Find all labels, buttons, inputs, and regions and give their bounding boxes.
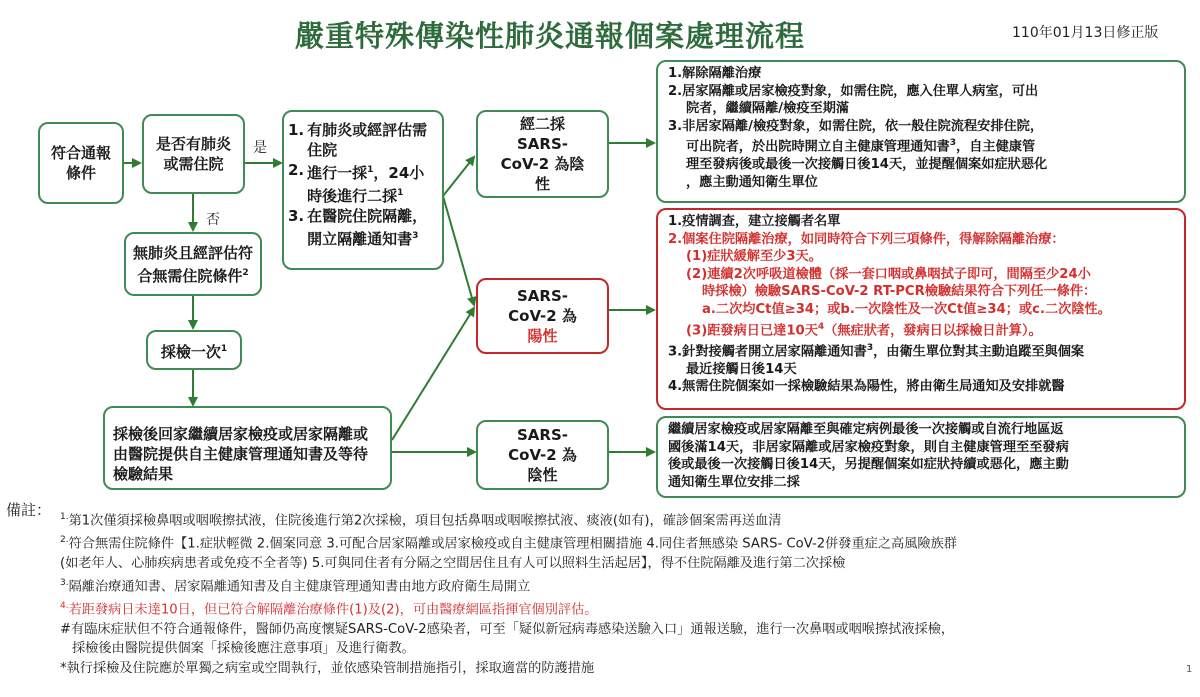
no-pneumonia-box: 無肺炎且經評估符合無需住院條件$^2$ bbox=[124, 232, 262, 296]
revision-date: 110年01月13日修正版 bbox=[1012, 25, 1159, 41]
outcome-negative-two-box: 1.解除隔離治療 2.居家隔離或居家檢疫對象，如需住院，應入住單人病室，可出 院者，繼續隔離/檢疫至期滿 3.非居家隔離/檢疫對象，如需住院，依一般住院流程安排住院， 可出院者，於出院時開立自主健康管理通知書$^3$，自主健康管 理至發病後或最後一次接觸日後14天，並提醒個案如症狀惡化 ，應主動通知衛生單位 bbox=[656, 60, 1186, 203]
page-number: 1 bbox=[1186, 664, 1193, 675]
home-quarantine-box: 採檢後回家繼續居家檢疫或居家隔離或由醫院提供自主健康管理通知書及等待檢驗結果 bbox=[103, 406, 392, 490]
note-4: $^{4.}$若距發病日未達10日，但已符合解隔離治療條件(1)及(2)，可由醫療網區指揮官個別評估。 bbox=[60, 600, 598, 617]
note-6: *執行採檢及住院應於單獨之病室或空間執行，並依感染管制措施指引，採取適當的防護措施 bbox=[60, 660, 595, 676]
note-5: #有臨床症狀但不符合通報條件，醫師仍高度懷疑SARS-CoV-2感染者，可至「疑似新冠病毒感染送驗入口」通報送驗，進行一次鼻咽或咽喉擦拭液採檢， bbox=[60, 621, 955, 637]
outcome-negative-one-box: 繼續居家檢疫或居家隔離至與確定病例最後一次接觸或自流行地區返 國後滿14天，非居家隔離或居家檢疫對象，則自主健康管理至至發病 後或最後一次接觸日後14天，另提醒個案如症狀持續或惡化，應主動 通知衛生單位安排二採 bbox=[656, 416, 1186, 498]
decision-box: 是否有肺炎或需住院 bbox=[142, 114, 245, 194]
outcome-positive-box: 1.疫情調查，建立接觸者名單 2.個案住院隔離治療，如同時符合下列三項條件，得解除隔離治療： (1)症狀緩解至少3天。 (2)連續2次呼吸道檢體（採一套口咽或鼻咽拭子即可，間隔至少24小 時採檢）檢驗SARS-CoV-2 RT-PCR檢驗結果符合下列任一條件： a.二次均Ct值≥34；或b.一次陰性及一次Ct值≥34；或c.二次陰性。 (3)距發病日已達10天$^4$（無症狀者，發病日以採檢日計算）。 3.針對接觸者開立居家隔離通知書$^3$，由衛生單位對其主動追蹤至與個案 最近接觸日後14天 4.無需住院個案如一採檢驗結果為陽性，將由衛生局通知及安排就醫 bbox=[656, 208, 1186, 410]
notes-label: 備註： bbox=[6, 501, 52, 519]
note-2: $^{2.}$符合無需住院條件【1.症狀輕微 2.個案同意 3.可配合居家隔離或居家檢疫或自主健康管理相關措施 4.同住者無感染 SARS- CoV-2併發重症之高風險族群 bbox=[60, 534, 957, 552]
page-title: 嚴重特殊傳染性肺炎通報個案處理流程 bbox=[295, 19, 806, 53]
hospital-step-2: 2. 進行一採$^1$，24小時後進行二採$^1$ bbox=[288, 161, 425, 205]
hospital-steps-box bbox=[282, 110, 444, 270]
negative-two-box: 經二採 SARS-CoV-2 為陰性 bbox=[476, 110, 609, 198]
positive-word: 陽性 bbox=[527, 327, 558, 345]
hospital-step-1: 1. 有肺炎或經評估需住院 bbox=[288, 121, 428, 159]
arrow-home-to-positive bbox=[392, 308, 474, 440]
start-box: 符合通報條件 bbox=[38, 122, 124, 204]
note-3: $^{3.}$隔離治療通知書、居家隔離通知書及自主健康管理通知書由地方政府衛生局開立 bbox=[60, 577, 531, 594]
notes-block: $^{1.}$第1次僅須採檢鼻咽或咽喉擦拭液，住院後進行第2次採檢，項目包括鼻咽或咽喉擦拭液、痰液(如有)，確診個案需再送血清 $^{2.}$符合無需住院條件【1.症狀輕微 2.個案同意 3.可配合居家隔離或居家檢疫或自主健康管理相關措施 4.同住者無感染 SARS- CoV-2併發重症之高風險族群 (如老年人、心肺疾病患者或免疫不全者等) 5.可與同住者有分隔之空間居住且有人可以照料生活起居】，得不住院隔離及進行第二次採檢 $^{3.}$隔離治療通知書、居家隔離通知書及自主健康管理通知書由地方政府衛生局開立 $^{4.}$若距發病日未達10日，但已符合解隔離治療條件(1)及(2)，可由醫療網區指揮官個別評估。 #有臨床症狀但不符合通報條件，醫師仍高度懷疑SARS-CoV-2感染者，可至「疑似新冠病毒感染送驗入口」通報送驗，進行一次鼻咽或咽喉擦拭液採檢， 採檢後由醫院提供個案「採檢後應注意事項」及進行衛教。 *執行採檢及住院應於單獨之病室或空間執行，並依感染管制措施指引，採取適當的防護措施 bbox=[60, 508, 1190, 678]
negative-one-box: SARS-CoV-2 為陰性 bbox=[476, 420, 609, 490]
no-label: 否 bbox=[206, 212, 220, 228]
sample-once-box: 採檢一次$^1$ bbox=[146, 330, 242, 370]
arrow-hospital-to-positive bbox=[443, 196, 474, 305]
positive-box: SARS-CoV-2 為陽性 bbox=[476, 278, 609, 354]
hospital-step-3: 3. 在醫院住院隔離，開立隔離通知書$^3$ bbox=[288, 207, 428, 248]
note-1: $^{1.}$第1次僅須採檢鼻咽或咽喉擦拭液，住院後進行第2次採檢，項目包括鼻咽或咽喉擦拭液、痰液(如有)，確診個案需再送血清 bbox=[60, 512, 782, 529]
arrow-hospital-to-neg-two bbox=[443, 157, 474, 196]
yes-label: 是 bbox=[253, 140, 267, 156]
